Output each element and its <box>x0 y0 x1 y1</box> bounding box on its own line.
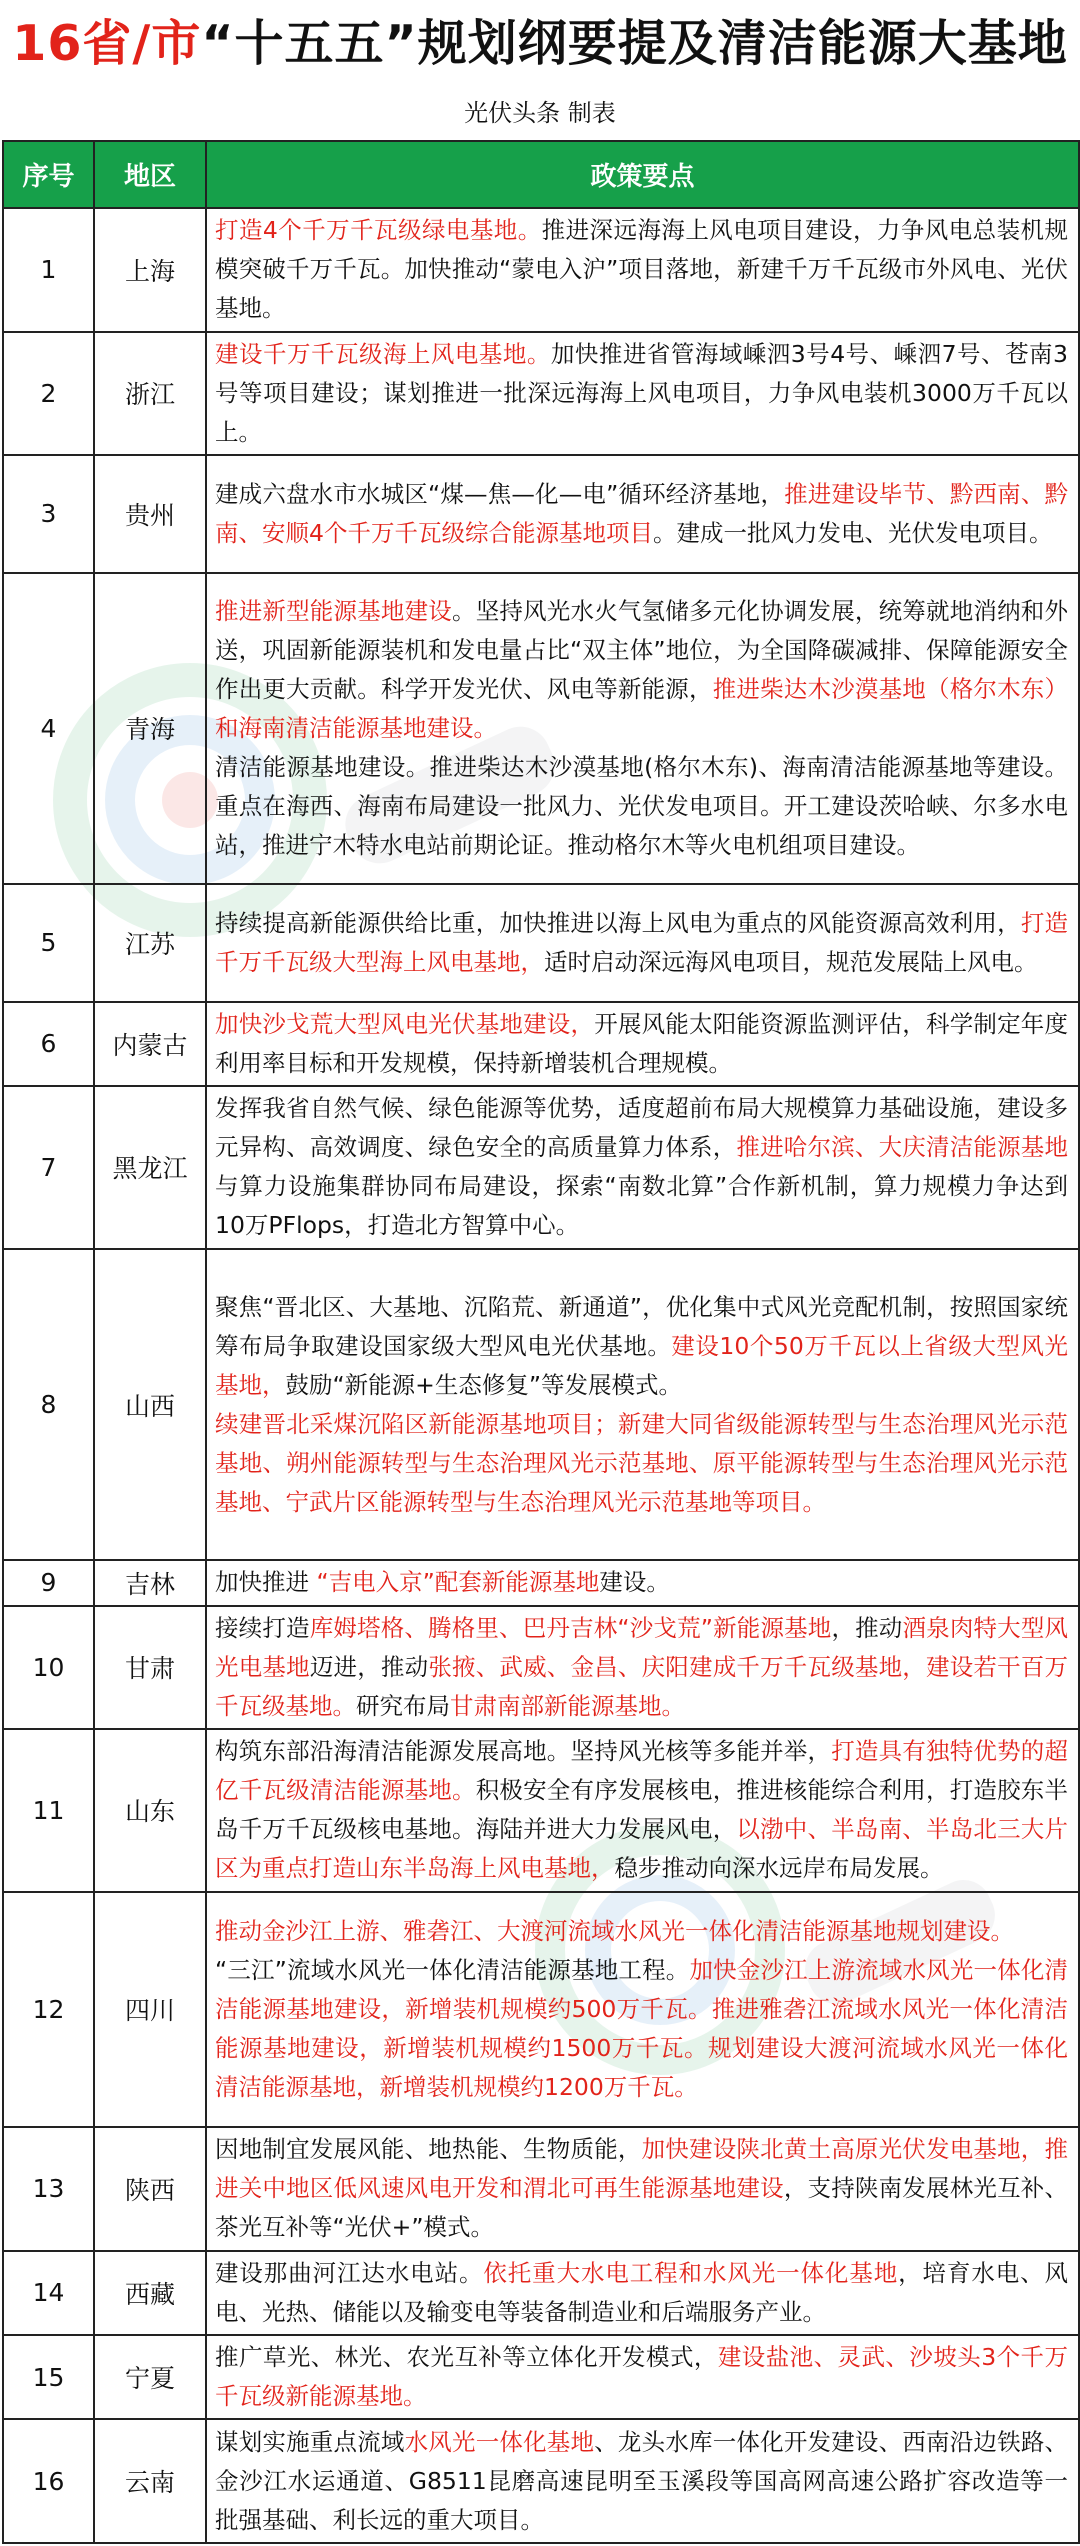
header-region: 地区 <box>94 141 206 208</box>
table-row <box>3 2251 1079 2335</box>
highlighted-text: 建设10个50万千瓦以上省级大型风光基地， <box>215 1331 1068 1399</box>
highlighted-text: 水风光一体化基地 <box>404 2427 595 2456</box>
row-region: 陕西 <box>94 2127 206 2251</box>
policy-text: 适时启动深远海风电项目，规范发展陆上风电。 <box>544 947 1038 976</box>
policy-text: 迈进，推动 <box>309 1652 429 1681</box>
row-index: 7 <box>3 1086 94 1249</box>
highlighted-text: 甘肃南部新能源基地。 <box>450 1691 685 1720</box>
policy-text: 建设。 <box>599 1568 670 1597</box>
highlighted-text: 建设千万千瓦级海上风电基地。 <box>215 339 551 368</box>
row-policy-text <box>206 1086 1079 1249</box>
highlighted-text: 打造4个千万千瓦级绿电基地。 <box>215 216 542 245</box>
table-row <box>3 208 1079 332</box>
row-region: 吉林 <box>94 1560 206 1605</box>
policy-text: 发挥我省自然气候、绿色能源等优势，适度超前布局大规模算力基础设施，建设多元异构、高效调度、绿色安全的高质量算力体系， <box>215 1094 1068 1162</box>
row-region: 山东 <box>94 1729 206 1892</box>
row-policy-text <box>206 2335 1079 2419</box>
row-region: 山西 <box>94 1249 206 1560</box>
policy-text: 推广草光、林光、农光互补等立体化开发模式， <box>215 2343 718 2372</box>
row-index: 12 <box>3 1892 94 2127</box>
policy-text: 聚焦“晋北区、大基地、沉陷荒、新通道”，优化集中式风光竞配机制，按照国家统筹布局争取建设国家级大型风电光伏基地。 <box>215 1292 1068 1360</box>
policy-text: ，推动 <box>831 1613 903 1642</box>
row-policy-text <box>206 2251 1079 2335</box>
row-region: 宁夏 <box>94 2335 206 2419</box>
highlighted-text: 推进建设毕节、黔西南、黔南、安顺4个千万千瓦级综合能源基地项目 <box>215 479 1069 547</box>
row-index: 2 <box>3 332 94 456</box>
table-body <box>3 208 1079 2543</box>
page-subtitle: 光伏头条 制表 <box>464 98 616 127</box>
table-row <box>3 884 1079 1002</box>
highlighted-text: 推进柴达木沙漠基地（格尔木东）和海南清洁能源基地建设。 <box>215 674 1069 742</box>
policy-text: 。坚持风光水火气氢储多元化协调发展，统筹就地消纳和外送，巩固新能源装机和发电量占比“双主体”地位，为全国降碳减排、保障能源安全作出更大贡献。科学开发光伏、风电等新能源， <box>215 596 1068 703</box>
highlighted-text: 加快金沙江上游流域水风光一体化清洁能源基地建设，新增装机规模约500万千瓦。推进雅砻江流域水风光一体化清洁能源基地建设，新增装机规模约1500万千瓦。规划建设大渡河流域水风光一体化清洁能源基地，新增装机规模约1200万千瓦。 <box>215 1955 1068 2101</box>
row-region: 西藏 <box>94 2251 206 2335</box>
policy-text: ，支持陕南发展林光互补、茶光互补等“光伏+”模式。 <box>215 2174 1069 2242</box>
row-policy-text <box>206 1249 1079 1560</box>
page-title <box>0 0 1080 80</box>
row-index: 4 <box>3 573 94 884</box>
policy-text: 构筑东部沿海清洁能源发展高地。坚持风光核等多能并举， <box>215 1737 832 1766</box>
header-index: 序号 <box>3 141 94 208</box>
row-policy-text <box>206 1606 1079 1730</box>
table-row <box>3 455 1079 573</box>
table-row <box>3 1560 1079 1605</box>
highlighted-text: 加快建设陕北黄土高原光伏发电基地，推进关中地区低风速风电开发和渭北可再生能源基地建设 <box>215 2135 1069 2203</box>
table-row <box>3 1892 1079 2127</box>
row-policy-text <box>206 1002 1079 1086</box>
row-region: 四川 <box>94 1892 206 2127</box>
highlighted-text: 推动金沙江上游、雅砻江、大渡河流域水风光一体化清洁能源基地规划建设。 <box>215 1916 1014 1945</box>
row-region: 青海 <box>94 573 206 884</box>
policy-text: 加快推进 <box>215 1568 317 1597</box>
policy-text: 谋划实施重点流域 <box>215 2427 405 2456</box>
highlighted-text: 推进哈尔滨、大庆清洁能源基地 <box>736 1133 1069 1162</box>
policy-text: 鼓励“新能源+生态修复”等发展模式。 <box>285 1370 683 1399</box>
policy-text: 。建成一批风力发电、光伏发电项目。 <box>652 518 1053 547</box>
highlighted-text: 库姆塔格、腾格里、巴丹吉林“沙戈荒”新能源基地 <box>309 1613 832 1642</box>
row-index: 9 <box>3 1560 94 1605</box>
row-index: 3 <box>3 455 94 573</box>
table-row <box>3 332 1079 456</box>
row-index: 8 <box>3 1249 94 1560</box>
row-region: 甘肃 <box>94 1606 206 1730</box>
row-region: 内蒙古 <box>94 1002 206 1086</box>
row-policy-text <box>206 2419 1079 2543</box>
row-region: 云南 <box>94 2419 206 2543</box>
policy-table <box>2 140 1080 2544</box>
row-index: 11 <box>3 1729 94 1892</box>
highlighted-text: 以渤中、半岛南、半岛北三大片区为重点打造山东半岛海上风电基地， <box>215 1815 1069 1883</box>
row-region: 浙江 <box>94 332 206 456</box>
highlighted-text: 依托重大水电工程和水风光一体化基地 <box>483 2258 899 2287</box>
table-row <box>3 2127 1079 2251</box>
highlighted-text: 张掖、武威、金昌、庆阳建成千万千瓦级基地，建设若干百万千瓦级基地。 <box>215 1652 1069 1720</box>
highlighted-text: 酒泉肉特大型风光电基地 <box>215 1613 1069 1681</box>
policy-text: ，培育水电、风电、光热、储能以及输变电等装备制造业和后端服务产业。 <box>215 2258 1069 2326</box>
policy-text: 加快推进省管海域嵊泗3号4号、嵊泗7号、苍南3号等项目建设；谋划推进一批深远海海上风电项目，力争风电装机3000万千瓦以上。 <box>215 339 1069 446</box>
row-index: 1 <box>3 208 94 332</box>
highlighted-text: 建设盐池、灵武、沙坡头3个千万千瓦级新能源基地。 <box>215 2343 1068 2411</box>
table-row <box>3 1729 1079 1892</box>
policy-text: “三江”流域水风光一体化清洁能源基地工程。 <box>215 1955 690 1984</box>
policy-text: 开展风能太阳能资源监测评估，科学制定年度利用率目标和开发规模，保持新增装机合理规模。 <box>215 1009 1069 1077</box>
row-region: 黑龙江 <box>94 1086 206 1249</box>
highlighted-text: 打造具有独特优势的超亿千瓦级清洁能源基地。 <box>215 1737 1069 1805</box>
policy-text: 建成六盘水市水城区“煤—焦—化—电”循环经济基地， <box>215 479 785 508</box>
row-policy-text <box>206 332 1079 456</box>
row-policy-text <box>206 1729 1079 1892</box>
row-index: 10 <box>3 1606 94 1730</box>
policy-text: 因地制宜发展风能、地热能、生物质能， <box>215 2135 642 2164</box>
row-index: 15 <box>3 2335 94 2419</box>
highlighted-text: 续建晋北采煤沉陷区新能源基地项目；新建大同省级能源转型与生态治理风光示范基地、朔州能源转型与生态治理风光示范基地、原平能源转型与生态治理风光示范基地、宁武片区能源转型与生态治理风光示范基地等项目。 <box>215 1409 1068 1516</box>
row-policy-text <box>206 208 1079 332</box>
row-index: 13 <box>3 2127 94 2251</box>
highlighted-text: 打造千万千瓦级大型海上风电基地， <box>215 908 1069 976</box>
policy-text: 持续提高新能源供给比重，加快推进以海上风电为重点的风能资源高效利用， <box>215 908 1021 937</box>
row-policy-text <box>206 884 1079 1002</box>
title-region-count: 16省/市 <box>12 15 202 72</box>
row-policy-text <box>206 1560 1079 1605</box>
policy-text: 积极安全有序发展核电，推进核能综合利用，打造胶东半岛千万千瓦级核电基地。海陆并进大力发展风电， <box>215 1776 1069 1844</box>
title-main: “十五五”规划纲要提及清洁能源大基地 <box>201 15 1068 72</box>
table-row <box>3 1249 1079 1560</box>
row-index: 16 <box>3 2419 94 2543</box>
highlighted-text: “吉电入京”配套新能源基地 <box>316 1568 600 1597</box>
table-header-row <box>3 141 1079 208</box>
policy-text: 推进深远海海上风电项目建设，力争风电总装机规模突破千万千瓦。加快推动“蒙电入沪”项目落地，新建千万千瓦级市外风电、光伏基地。 <box>215 216 1068 323</box>
table-row <box>3 1086 1079 1249</box>
row-policy-text <box>206 455 1079 573</box>
row-policy-text <box>206 1892 1079 2127</box>
policy-text: 、龙头水库一体化开发建设、西南沿边铁路、金沙江水运通道、G8511昆磨高速昆明至玉溪段等国高网高速公路扩容改造等一批强基础、利长远的重大项目。 <box>215 2427 1069 2534</box>
policy-text: 研究布局 <box>356 1691 450 1720</box>
row-index: 5 <box>3 884 94 1002</box>
row-policy-text <box>206 573 1079 884</box>
table-row <box>3 1002 1079 1086</box>
table-row <box>3 2335 1079 2419</box>
policy-text: 建设那曲河江达水电站。 <box>215 2258 484 2287</box>
row-region: 江苏 <box>94 884 206 1002</box>
highlighted-text: 推进新型能源基地建设 <box>215 596 452 625</box>
row-policy-text <box>206 2127 1079 2251</box>
table-row <box>3 2419 1079 2543</box>
policy-text: 接续打造 <box>215 1613 310 1642</box>
row-region: 贵州 <box>94 455 206 573</box>
row-index: 6 <box>3 1002 94 1086</box>
table-row <box>3 1606 1079 1730</box>
highlighted-text: 加快沙戈荒大型风电光伏基地建设， <box>215 1009 595 1038</box>
policy-text: 清洁能源基地建设。推进柴达木沙漠基地(格尔木东)、海南清洁能源基地等建设。重点在海西、海南布局建设一批风力、光伏发电项目。开工建设茨哈峡、尔多水电站，推进宁木特水电站前期论证。推动格尔木等火电机组项目建设。 <box>215 752 1068 859</box>
header-policy: 政策要点 <box>206 141 1079 208</box>
policy-text: 与算力设施集群协同布局建设，探索“南数北算”合作新机制，算力规模力争达到10万PFlops，打造北方智算中心。 <box>215 1172 1068 1240</box>
policy-text: 稳步推动向深水远岸布局发展。 <box>614 1854 944 1883</box>
row-index: 14 <box>3 2251 94 2335</box>
row-region: 上海 <box>94 208 206 332</box>
table-row <box>3 573 1079 884</box>
